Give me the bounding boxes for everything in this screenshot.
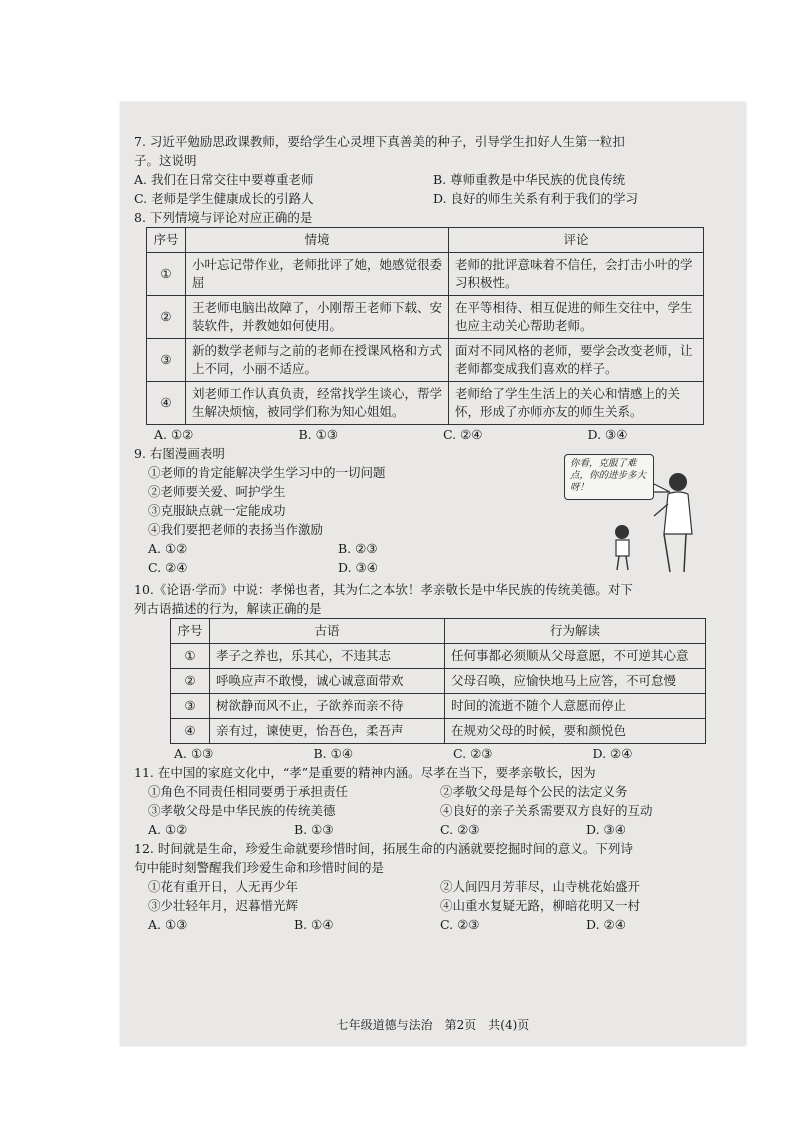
table-row [147, 339, 704, 382]
exam-content [134, 132, 732, 934]
question-9 [134, 444, 732, 580]
q12-statements [134, 877, 732, 915]
q12-option-b: B. ①④ [294, 917, 334, 932]
speech-bubble: 你看，克服了难点，你的进步多大呀！ [564, 454, 654, 500]
table-row [171, 669, 706, 694]
cell-comment: 老师给了学生生活上的关心和情感上的关怀，形成了亦师亦友的师生关系。 [449, 382, 704, 425]
table-row [147, 382, 704, 425]
q9-options [134, 539, 528, 577]
q12-stem-line1: 12. 时间就是生命，珍爱生命就要珍惜时间，拓展生命的内涵就要挖掘时间的意义。下列诗 [134, 841, 633, 856]
cell-reading: 任何事都必须顺从父母意愿，不可逆其心意 [445, 644, 706, 669]
question-7 [134, 132, 732, 208]
q7-option-b: B. 尊师重教是中华民族的优良传统 [433, 172, 626, 187]
cell-situation: 刘老师工作认真负责，经常找学生谈心，帮学生解决烦恼，被同学们称为知心姐姐。 [186, 382, 449, 425]
col-header-no: 序号 [147, 228, 186, 253]
table-header-row [147, 228, 704, 253]
q10-table [170, 618, 706, 744]
q12-options [134, 915, 732, 934]
q12-stem-line2: 句中能时刻警醒我们珍爱生命和珍惜时间的是 [134, 860, 385, 875]
table-row [147, 253, 704, 296]
q11-option-c: C. ②③ [440, 822, 480, 837]
cell-comment: 老师的批评意味着不信任，会打击小叶的学习积极性。 [449, 253, 704, 296]
q9-option-a: A. ①② [148, 541, 188, 556]
cell-saying: 孝子之养也，乐其心，不违其志 [210, 644, 445, 669]
q12-option-d: D. ②④ [586, 917, 626, 932]
q12-item: ①花有重开日，人无再少年 [148, 879, 299, 894]
q7-options [134, 170, 732, 208]
q12-item: ③少壮轻年月，迟暮惜光辉 [148, 898, 299, 913]
table-row [171, 644, 706, 669]
q8-stem: 8. 下列情境与评论对应正确的是 [134, 210, 313, 225]
cell-saying: 树欲静而风不止，子欲养而亲不待 [210, 694, 445, 719]
question-11 [134, 763, 732, 839]
q7-option-c: C. 老师是学生健康成长的引路人 [134, 191, 314, 206]
q7-option-d: D. 良好的师生关系有利于我们的学习 [433, 191, 639, 206]
col-header-saying: 古语 [210, 619, 445, 644]
q11-item: ③孝敬父母是中华民族的传统美德 [148, 803, 336, 818]
q11-option-d: D. ③④ [586, 822, 626, 837]
question-10 [134, 580, 732, 763]
q12-item: ②人间四月芳菲尽，山寺桃花始盛开 [440, 879, 641, 894]
q7-stem-line2: 子。这说明 [134, 153, 197, 168]
table-row [171, 719, 706, 744]
q9-stem: 9. 右图漫画表明 [134, 446, 225, 461]
q11-item: ④良好的亲子关系需要双方良好的互动 [440, 803, 653, 818]
q9-statements [134, 463, 528, 539]
q10-stem-line2: 列古语描述的行为，解读正确的是 [134, 601, 322, 616]
q12-option-a: A. ①③ [148, 917, 188, 932]
table-row [171, 694, 706, 719]
cell-no: ③ [171, 694, 210, 719]
q11-statements [134, 782, 732, 820]
table-row [147, 296, 704, 339]
q8-options [154, 425, 732, 444]
q11-options [134, 820, 732, 839]
cell-situation: 小叶忘记带作业，老师批评了她，她感觉很委屈 [186, 253, 449, 296]
cell-no: ④ [171, 719, 210, 744]
cell-saying: 亲有过，谏使更，怡吾色，柔吾声 [210, 719, 445, 744]
q9-item: ①老师的肯定能解决学生学习中的一切问题 [148, 465, 386, 480]
cell-reading: 父母召唤，应愉快地马上应答，不可怠慢 [445, 669, 706, 694]
cell-no: ③ [147, 339, 186, 382]
q8-option-d: D. ③④ [587, 427, 628, 442]
table-header-row [171, 619, 706, 644]
teacher-cartoon [560, 454, 710, 574]
q12-option-c: C. ②③ [440, 917, 480, 932]
q10-option-a: A. ①③ [174, 746, 214, 761]
q10-stem-line1: 10.《论语·学而》中说：孝悌也者，其为仁之本欤！孝亲敬长是中华民族的传统美德。对下 [134, 582, 633, 597]
q9-option-c: C. ②④ [148, 560, 188, 575]
q10-option-b: B. ①④ [313, 746, 354, 761]
cell-reading: 时间的流逝不随个人意愿而停止 [445, 694, 706, 719]
exam-page [120, 102, 746, 1046]
q9-option-d: D. ③④ [338, 560, 378, 575]
cell-no: ① [147, 253, 186, 296]
cartoon-figures-icon [560, 454, 710, 574]
q11-option-b: B. ①③ [294, 822, 334, 837]
col-header-reading: 行为解读 [445, 619, 706, 644]
cell-reading: 在规劝父母的时候，要和颜悦色 [445, 719, 706, 744]
q10-option-d: D. ②④ [592, 746, 633, 761]
q8-option-b: B. ①③ [298, 427, 339, 442]
question-12 [134, 839, 732, 934]
cell-situation: 王老师电脑出故障了，小刚帮王老师下载、安装软件，并教她如何使用。 [186, 296, 449, 339]
cell-situation: 新的数学老师与之前的老师在授课风格和方式上不同，小丽不适应。 [186, 339, 449, 382]
cell-comment: 面对不同风格的老师，要学会改变老师，让老师都变成我们喜欢的样子。 [449, 339, 704, 382]
cell-no: ② [171, 669, 210, 694]
q9-item: ②老师要关爱、呵护学生 [148, 484, 286, 499]
page-footer: 七年级道德与法治 第2页 共(4)页 [336, 1018, 530, 1032]
q8-table [146, 227, 704, 425]
q10-option-c: C. ②③ [453, 746, 493, 761]
cell-no: ② [147, 296, 186, 339]
q11-stem: 11. 在中国的家庭文化中，“孝”是重要的精神内涵。尽孝在当下，要孝亲敬长，因为 [134, 765, 596, 780]
q12-item: ④山重水复疑无路，柳暗花明又一村 [440, 898, 641, 913]
cell-no: ① [171, 644, 210, 669]
q8-option-a: A. ①② [154, 427, 194, 442]
q11-item: ①角色不同责任相同要勇于承担责任 [148, 784, 349, 799]
q9-item: ④我们要把老师的表扬当作激励 [148, 522, 324, 537]
q7-stem-line1: 7. 习近平勉励思政课教师，要给学生心灵埋下真善美的种子，引导学生扣好人生第一粒扣 [134, 134, 625, 149]
q11-item: ②孝敬父母是每个公民的法定义务 [440, 784, 628, 799]
cell-saying: 呼唤应声不敢慢，诚心诚意面带欢 [210, 669, 445, 694]
col-header-comment: 评论 [449, 228, 704, 253]
col-header-situation: 情境 [186, 228, 449, 253]
q10-options [174, 744, 732, 763]
q9-option-b: B. ②③ [338, 541, 378, 556]
cell-comment: 在平等相待、相互促进的师生交往中，学生也应主动关心帮助老师。 [449, 296, 704, 339]
q7-option-a: A. 我们在日常交往中要尊重老师 [134, 172, 314, 187]
question-8 [134, 208, 732, 444]
cell-no: ④ [147, 382, 186, 425]
q9-item: ③克服缺点就一定能成功 [148, 503, 286, 518]
col-header-no: 序号 [171, 619, 210, 644]
q11-option-a: A. ①② [148, 822, 188, 837]
q8-option-c: C. ②④ [443, 427, 483, 442]
